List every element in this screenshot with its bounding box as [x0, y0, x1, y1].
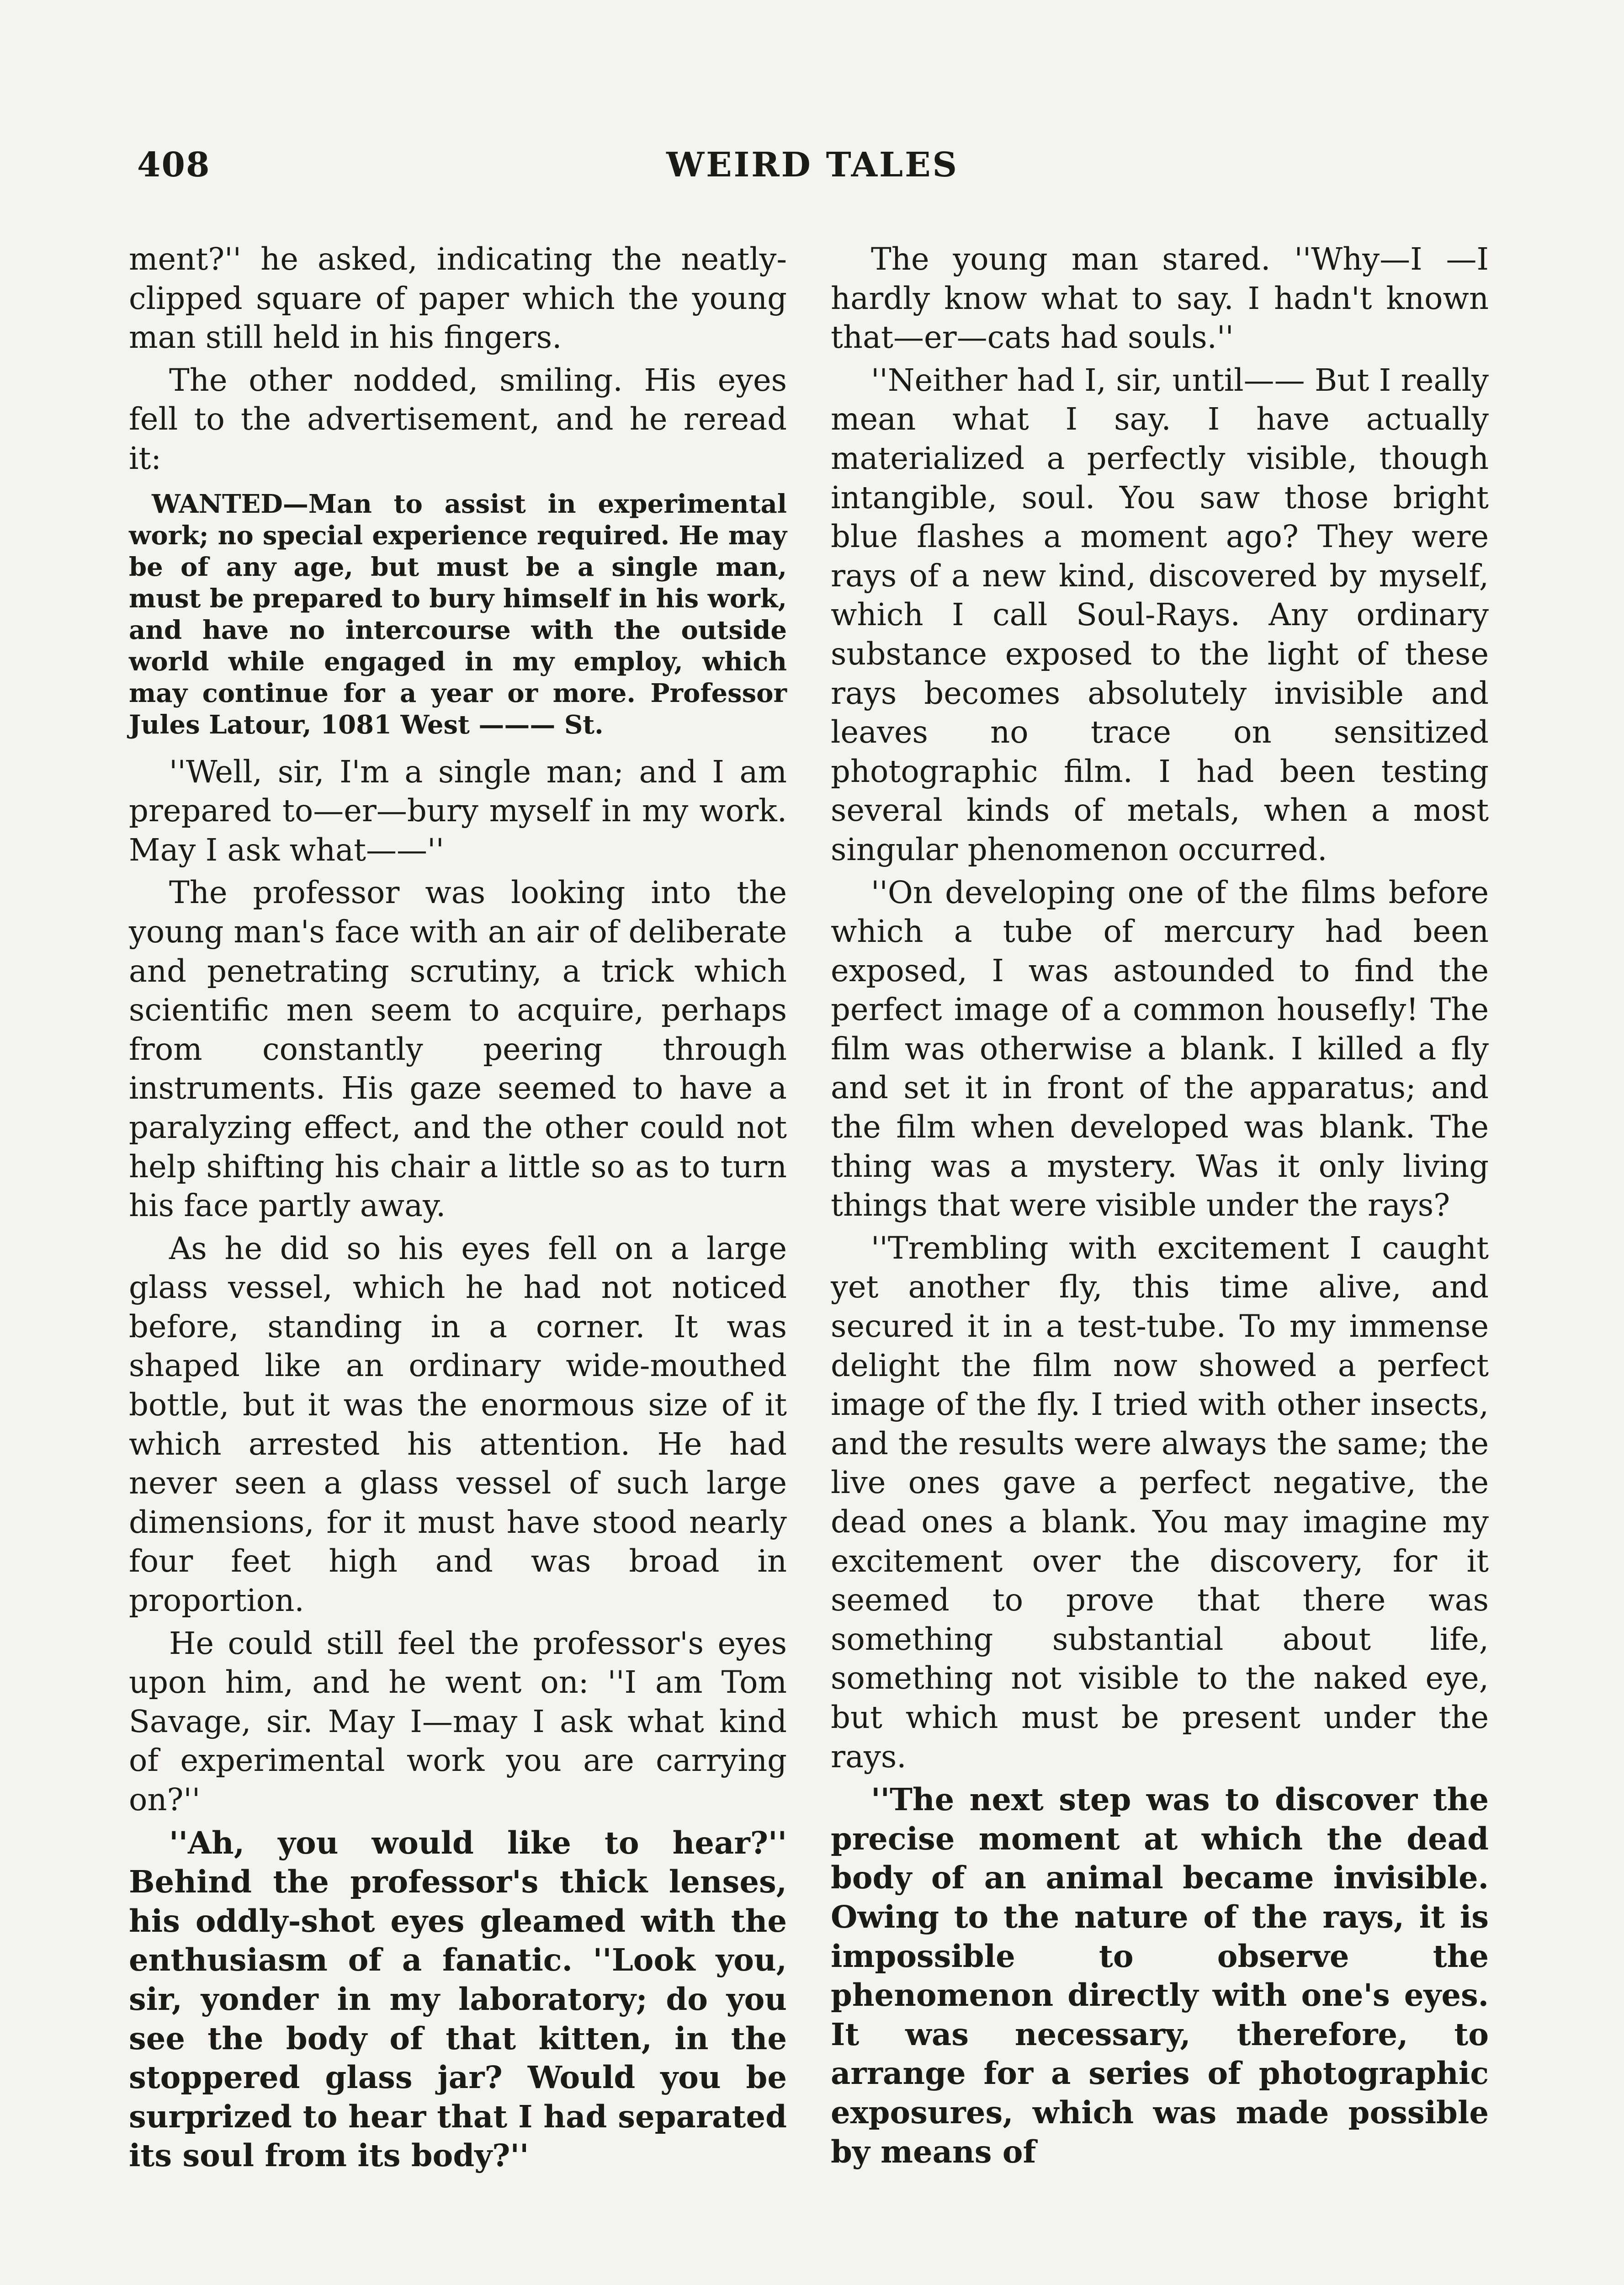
paragraph-continuation: ment?'' he asked, indicating the neatly-clipped square of paper which the young man still held in his fingers.: [129, 241, 787, 356]
page-number: 408: [137, 145, 211, 185]
paragraph: ''The next step was to discover the precise moment at which the dead body of an animal became invisible. Owing to the nature of the rays, it is impossible to observe the phenomenon directly with one's eyes. It was necessary, therefore, to arrange for a series of photographic exposures, which was made possible by means of: [831, 1781, 1489, 2170]
running-title: WEIRD TALES: [666, 145, 959, 185]
paragraph: He could still feel the professor's eyes upon him, and he went on: ''I am Tom Savage, sir. May I—may I ask what kind of experimental work you are carrying on?'': [129, 1625, 787, 1817]
paragraph: ''Well, sir, I'm a single man; and I am prepared to—er—bury myself in my work. May I ask what——'': [129, 754, 787, 868]
paragraph: The other nodded, smiling. His eyes fell to the advertisement, and he reread it:: [129, 362, 787, 476]
left-column: [129, 240, 787, 2179]
page-header: [137, 145, 1488, 196]
paragraph: The professor was looking into the young man's face with an air of deliberate and penetrating scrutiny, a trick which scientific men seem to acquire, perhaps from constantly peering through instruments. His gaze seemed to have a paralyzing effect, and the other could not help shifting his chair a little so as to turn his face partly away.: [129, 875, 787, 1224]
paragraph: As he did so his eyes fell on a large glass vessel, which he had not noticed before, standing in a corner. It was shaped like an ordinary wide-mouthed bottle, but it was the enormous size of it which arrested his attention. He had never seen a glass vessel of such large dimensions, for it must have stood nearly four feet high and was broad in proportion.: [129, 1230, 787, 1619]
paragraph: The young man stared. ''Why—I —I hardly know what to say. I hadn't known that—er—cats had souls.'': [831, 241, 1489, 356]
paragraph: ''On developing one of the films before which a tube of mercury had been exposed, I was astounded to find the perfect image of a common housefly! The film was otherwise a blank. I killed a fly and set it in front of the apparatus; and the film when developed was blank. The thing was a mystery. Was it only living things that were visible under the rays?: [831, 874, 1489, 1223]
paragraph: ''Neither had I, sir, until—— But I really mean what I say. I have actually materialized a perfectly visible, though intangible, soul. You saw those bright blue flashes a moment ago? They were rays of a new kind, discovered by myself, which I call Soul-Rays. Any ordinary substance exposed to the light of these rays becomes absolutely invisible and leaves no trace on sensitized photographic film. I had been testing several kinds of metals, when a most singular phenomenon occurred.: [831, 362, 1489, 867]
advertisement-quote: WANTED—Man to assist in experimental work; no special experience required. He may be of any age, but must be a single man, must be prepared to bury himself in his work, and have no intercourse with the outside world while engaged in my employ, which may continue for a year or more. Professor Jules Latour, 1081 West ——— St.: [129, 489, 787, 740]
paragraph: ''Ah, you would like to hear?'' Behind the professor's thick lenses, his oddly-shot eyes gleamed with the enthusiasm of a fanatic. ''Look you, sir, yonder in my laboratory; do you see the body of that kitten, in the stoppered glass jar? Would you be surprized to hear that I had separated its soul from its body?'': [129, 1824, 787, 2174]
paragraph: ''Trembling with excitement I caught yet another fly, this time alive, and secured it in a test-tube. To my immense delight the film now showed a perfect image of the fly. I tried with other insects, and the results were always the same; the live ones gave a perfect negative, the dead ones a blank. You may imagine my excitement over the discovery, for it seemed to prove that there was something substantial about life, something not visible to the naked eye, but which must be present under the rays.: [831, 1230, 1489, 1775]
right-column: [831, 240, 1489, 2175]
